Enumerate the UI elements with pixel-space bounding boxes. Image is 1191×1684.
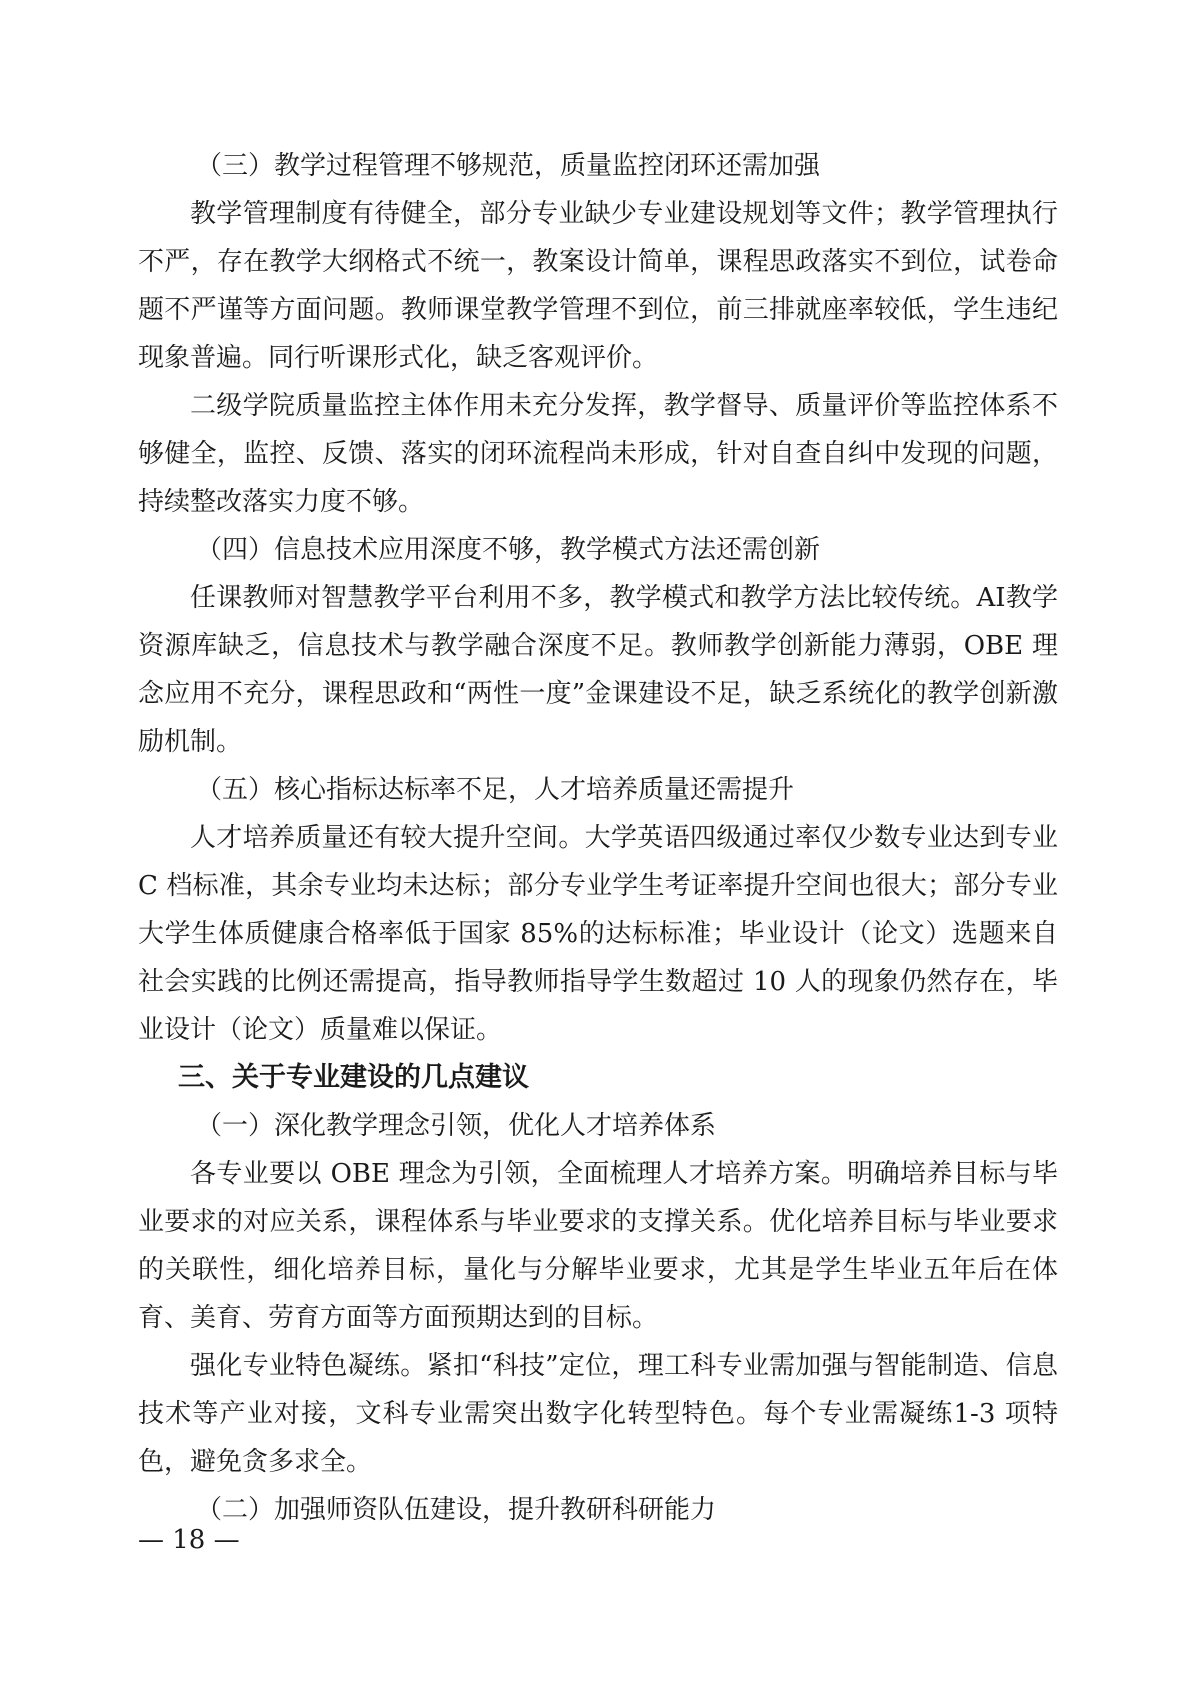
heading-subsection-2: （二）加强师资队伍建设，提升教研科研能力 bbox=[196, 1495, 717, 1525]
paragraph: 人才培养质量还有较大提升空间。大学英语四级通过率仅少数专业达到专业 C 档标准，其余专业均未达标；部分专业学生考证率提升空间也很大；部分专业大学生体质健康合格率低于国家 85%的达标标准；毕业设计（论文）选题来自社会实践的比例还需提高，指导教师指导学生数超过 10 人的现象仍然存在，毕业设计（论文）质量难以保证。 bbox=[138, 823, 1058, 1045]
page-content bbox=[138, 142, 1058, 1534]
paragraph: 强化专业特色凝练。紧扣“科技”定位，理工科专业需加强与智能制造、信息技术等产业对接，文科专业需突出数字化转型特色。每个专业需凝练1-3 项特色，避免贪多求全。 bbox=[138, 1351, 1058, 1477]
paragraph: 二级学院质量监控主体作用未充分发挥，教学督导、质量评价等监控体系不够健全，监控、反馈、落实的闭环流程尚未形成，针对自查自纠中发现的问题，持续整改落实力度不够。 bbox=[138, 391, 1058, 517]
page-number: — 18 — bbox=[138, 1525, 240, 1555]
heading-chapter-3: 三、关于专业建设的几点建议 bbox=[178, 1062, 529, 1093]
paragraph: 各专业要以 OBE 理念为引领，全面梳理人才培养方案。明确培养目标与毕业要求的对应关系，课程体系与毕业要求的支撑关系。优化培养目标与毕业要求的关联性，细化培养目标，量化与分解毕业要求，尤其是学生毕业五年后在体育、美育、劳育方面等方面预期达到的目标。 bbox=[138, 1159, 1058, 1333]
heading-section-5: （五）核心指标达标率不足，人才培养质量还需提升 bbox=[196, 775, 795, 805]
paragraph: 教学管理制度有待健全，部分专业缺少专业建设规划等文件；教学管理执行不严，存在教学大纲格式不统一，教案设计简单，课程思政落实不到位，试卷命题不严谨等方面问题。教师课堂教学管理不到位，前三排就座率较低，学生违纪现象普遍。同行听课形式化，缺乏客观评价。 bbox=[138, 199, 1058, 373]
heading-section-3: （三）教学过程管理不够规范，质量监控闭环还需加强 bbox=[196, 151, 821, 181]
heading-section-4: （四）信息技术应用深度不够，教学模式方法还需创新 bbox=[196, 535, 821, 565]
heading-subsection-1: （一）深化教学理念引领，优化人才培养体系 bbox=[196, 1111, 717, 1141]
paragraph: 任课教师对智慧教学平台利用不多，教学模式和教学方法比较传统。AI教学资源库缺乏，信息技术与教学融合深度不足。教师教学创新能力薄弱，OBE 理念应用不充分，课程思政和“两性一度”金课建设不足，缺乏系统化的教学创新激励机制。 bbox=[138, 583, 1058, 757]
